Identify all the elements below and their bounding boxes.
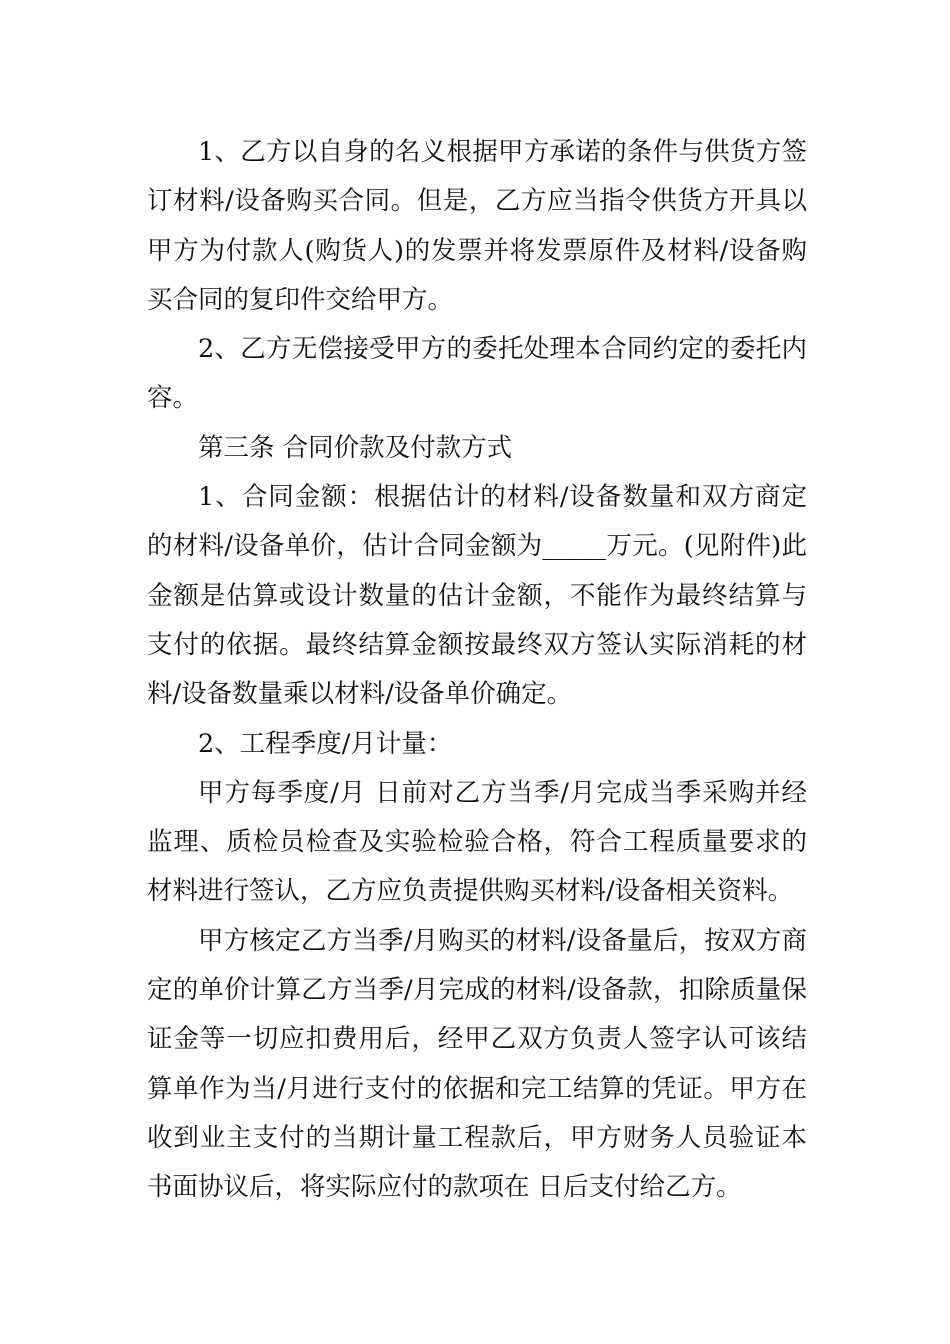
document-body	[147, 128, 807, 1213]
quarterly-acceptance-paragraph: 甲方每季度/月 日前对乙方当季/月完成当季采购并经监理、质检员检查及实验检验合格，符合工程质量要求的材料进行签认，乙方应负责提供购买材料/设备相关资料。	[147, 777, 807, 907]
contract-amount-paragraph: 1、合同金额：根据估计的材料/设备数量和双方商定的材料/设备单价，估计合同金额为_____万元。(见附件)此金额是估算或设计数量的估计金额，不能作为最终结算与支付的依据。最终结算金额按最终双方签认实际消耗的材料/设备数量乘以材料/设备单价确定。	[147, 482, 807, 710]
clause-1-paragraph: 1、乙方以自身的名义根据甲方承诺的条件与供货方签订材料/设备购买合同。但是，乙方应当指令供货方开具以甲方为付款人(购货人)的发票并将发票原件及材料/设备购买合同的复印件交给甲方。	[147, 137, 807, 315]
clause-2-paragraph: 2、乙方无偿接受甲方的委托处理本合同约定的委托内容。	[147, 334, 807, 414]
article-3-heading: 第三条 合同价款及付款方式	[198, 432, 513, 463]
measurement-heading: 2、工程季度/月计量：	[198, 728, 453, 759]
payment-settlement-paragraph: 甲方核定乙方当季/月购买的材料/设备量后，按双方商定的单价计算乙方当季/月完成的材料/设备款，扣除质量保证金等一切应扣费用后，经甲乙双方负责人签字认可该结算单作为当/月进行支付的依据和完工结算的凭证。甲方在收到业主支付的当期计量工程款后，甲方财务人员验证本书面协议后，将实际应付的款项在 日后支付给乙方。	[147, 925, 807, 1203]
